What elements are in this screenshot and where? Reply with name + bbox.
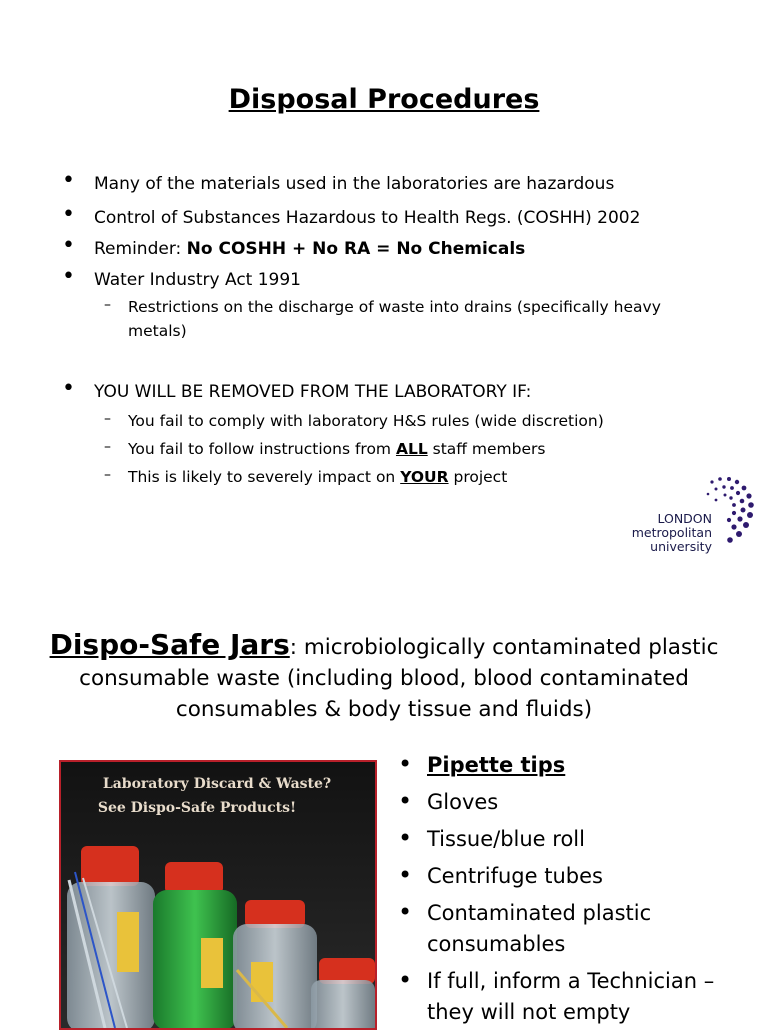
logo-line-university: university xyxy=(650,539,712,554)
logo-line-london: LONDON xyxy=(657,511,712,526)
list-item: • Many of the materials used in the laboratories are hazardous xyxy=(62,173,702,195)
text-part: You fail to follow instructions from xyxy=(128,440,396,458)
list-item xyxy=(94,437,702,461)
list-item xyxy=(398,750,728,781)
text-part: staff members xyxy=(427,440,546,458)
photo-caption-line-2: See Dispo-Safe Products! xyxy=(97,800,297,816)
list-item-reminder xyxy=(62,238,702,260)
london-met-logo xyxy=(630,474,760,560)
removal-sublist xyxy=(94,409,702,489)
list-item: • Gloves xyxy=(398,787,728,818)
emphasis-your: YOUR xyxy=(400,468,449,486)
list-item: • Control of Substances Hazardous to Health Regs. (COSHH) 2002 xyxy=(62,207,702,229)
photo-caption-line-1: Laboratory Discard & Waste? xyxy=(102,776,332,792)
reminder-prefix: Reminder: xyxy=(94,239,187,259)
title-emphasis: Dispo-Safe Jars xyxy=(49,628,290,661)
list-item: – Restrictions on the discharge of waste into drains (specifically heavy metals) xyxy=(94,295,702,343)
dispo-safe-product-photo xyxy=(59,760,377,1030)
removal-list xyxy=(62,381,702,489)
procedure-list xyxy=(62,173,702,343)
slide-title: Disposal Procedures xyxy=(228,84,540,115)
list-item: • If full, inform a Technician – they will not empty xyxy=(398,966,728,1028)
text-part: project xyxy=(448,468,508,486)
list-item: • Contaminated plastic consumables xyxy=(398,898,728,960)
title-description: : microbiologically contaminated plastic consumable waste (including blood, blood contaminated consumables & body tissue and fluids) xyxy=(79,635,719,722)
emphasis-all: ALL xyxy=(395,440,428,458)
slide-dispo-safe-jars xyxy=(0,575,768,1024)
list-item: – You fail to comply with laboratory H&S rules (wide discretion) xyxy=(94,409,702,433)
list-item: • Tissue/blue roll xyxy=(398,824,728,855)
list-item-removal xyxy=(62,381,702,489)
water-act-label: Water Industry Act 1991 xyxy=(94,270,301,290)
text-part: This is likely to severely impact on xyxy=(128,468,401,486)
jars-photo-image xyxy=(61,762,375,1028)
list-item xyxy=(94,465,702,489)
removal-heading: YOU WILL BE REMOVED FROM THE LABORATORY IF: xyxy=(94,382,532,402)
list-item-water-act xyxy=(62,269,702,343)
reminder-rule: No COSHH + No RA = No Chemicals xyxy=(186,239,526,259)
water-act-sublist xyxy=(94,295,702,343)
list-item: • Centrifuge tubes xyxy=(398,861,728,892)
contents-list xyxy=(398,750,728,1034)
logo-line-metropolitan: metropolitan xyxy=(631,525,712,540)
slide-title xyxy=(40,629,728,725)
pipette-tips-emphasis: Pipette tips xyxy=(427,753,566,777)
